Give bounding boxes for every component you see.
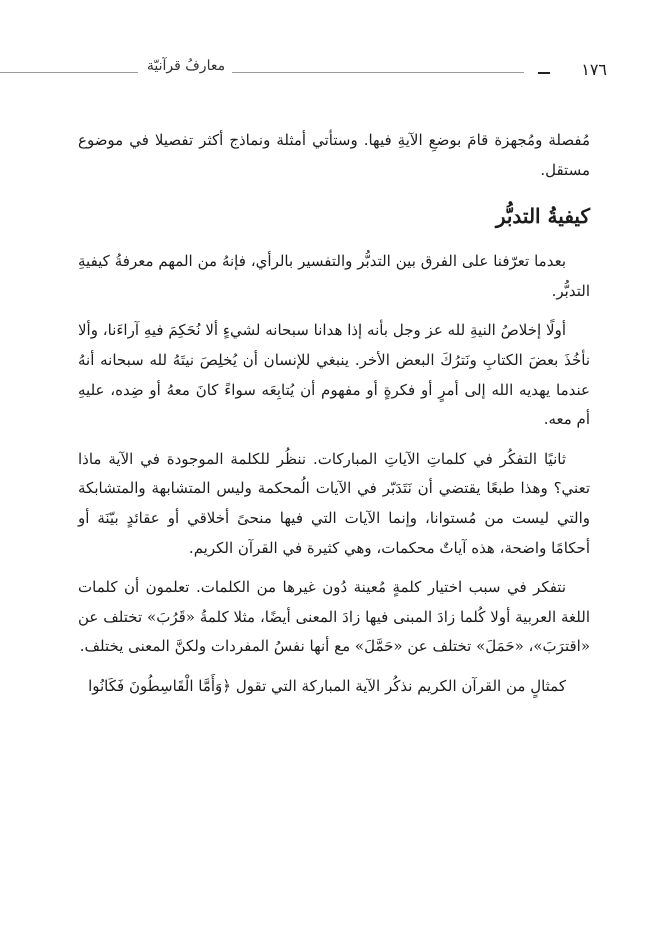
page-number-dash <box>538 72 550 74</box>
page-number: ١٧٦ <box>581 60 607 79</box>
header-rule-left <box>0 72 138 73</box>
header-rule-right <box>232 72 524 73</box>
running-header <box>0 58 669 84</box>
paragraph-intro: بعدما تعرّفنا على الفرق بين التدبُّر والتفسير بالرأي، فإنهُ من المهم معرفةُ كيفيةِ التدبُّر. <box>78 252 590 300</box>
paragraph-first-step: أولًا إخلاصُ النيةِ لله عز وجل بأنه إذا هدانا سبحانه لشيءٍ ألا نُحَكِمَ فيهِ آراءَنا، وألا نأخُذَ بعضَ الكتابِ ونَترُكَ البعض الأخر. ينبغي للإنسان أن يُخلِصَ نيتَهُ لله سبحانه أنهُ عندما يهديه الله إلى أمرٍ أو فكرةٍ أو مفهوم أن يُتابِعَه سواءً كانَ معهُ أو ضِده، عليهِ أم معه. <box>78 321 590 429</box>
body-text <box>78 126 590 712</box>
paragraph-example: كمثالٍ من القرآن الكريم نذكُر الآية المباركة التي تقول ﴿وَأَمَّا الْقَاسِطُونَ فَكَانُوا <box>88 676 566 695</box>
paragraph-continuation: مُفصلة ومُجهزة قامَ بوضعِ الآيةِ فيها. وستأتي أمثلة ونماذج أكثر تفصيلا في موضوع مستقل. <box>78 131 590 179</box>
running-title: معارفُ قرآنيّة <box>146 58 226 74</box>
section-heading: كيفيةُ التدبُّر <box>495 204 590 229</box>
paragraph-word-choice: نتفكر في سبب اختيار كلمةٍ مُعينة دُون غيرها من الكلمات. تعلمون أن كلمات اللغة العربية أولا كُلما زادَ المبنى فيها زادَ المعنى أيضًا، مثلا كلمةُ «قَرُبَ» تختلف عن «اقترَبَ»، «حَمَلَ» تختلف عن «حَمَّلَ» مع أنها نفسُ المفردات ولكنَّ المعنى يختلف. <box>78 578 590 656</box>
paragraph-second-step: ثانيًا التفكُر في كلماتِ الآياتِ المباركات. ننظُر للكلمة الموجودة في الآية ماذا تعني؟ وهذا طبعًا يقتضي أن نَتَدَبّر في الآيات الُمحكمة وليس المتشابهة والمتشابكة والتي ليست من مُستوانا، وإنما الآيات التي فيها منحىً أخلاقي أو عقائدٍ بيّنَة أو أحكامًا واضحة، هذه آياتٌ محكمات، وهي كثيرة في القرآن الكريم. <box>78 449 590 557</box>
